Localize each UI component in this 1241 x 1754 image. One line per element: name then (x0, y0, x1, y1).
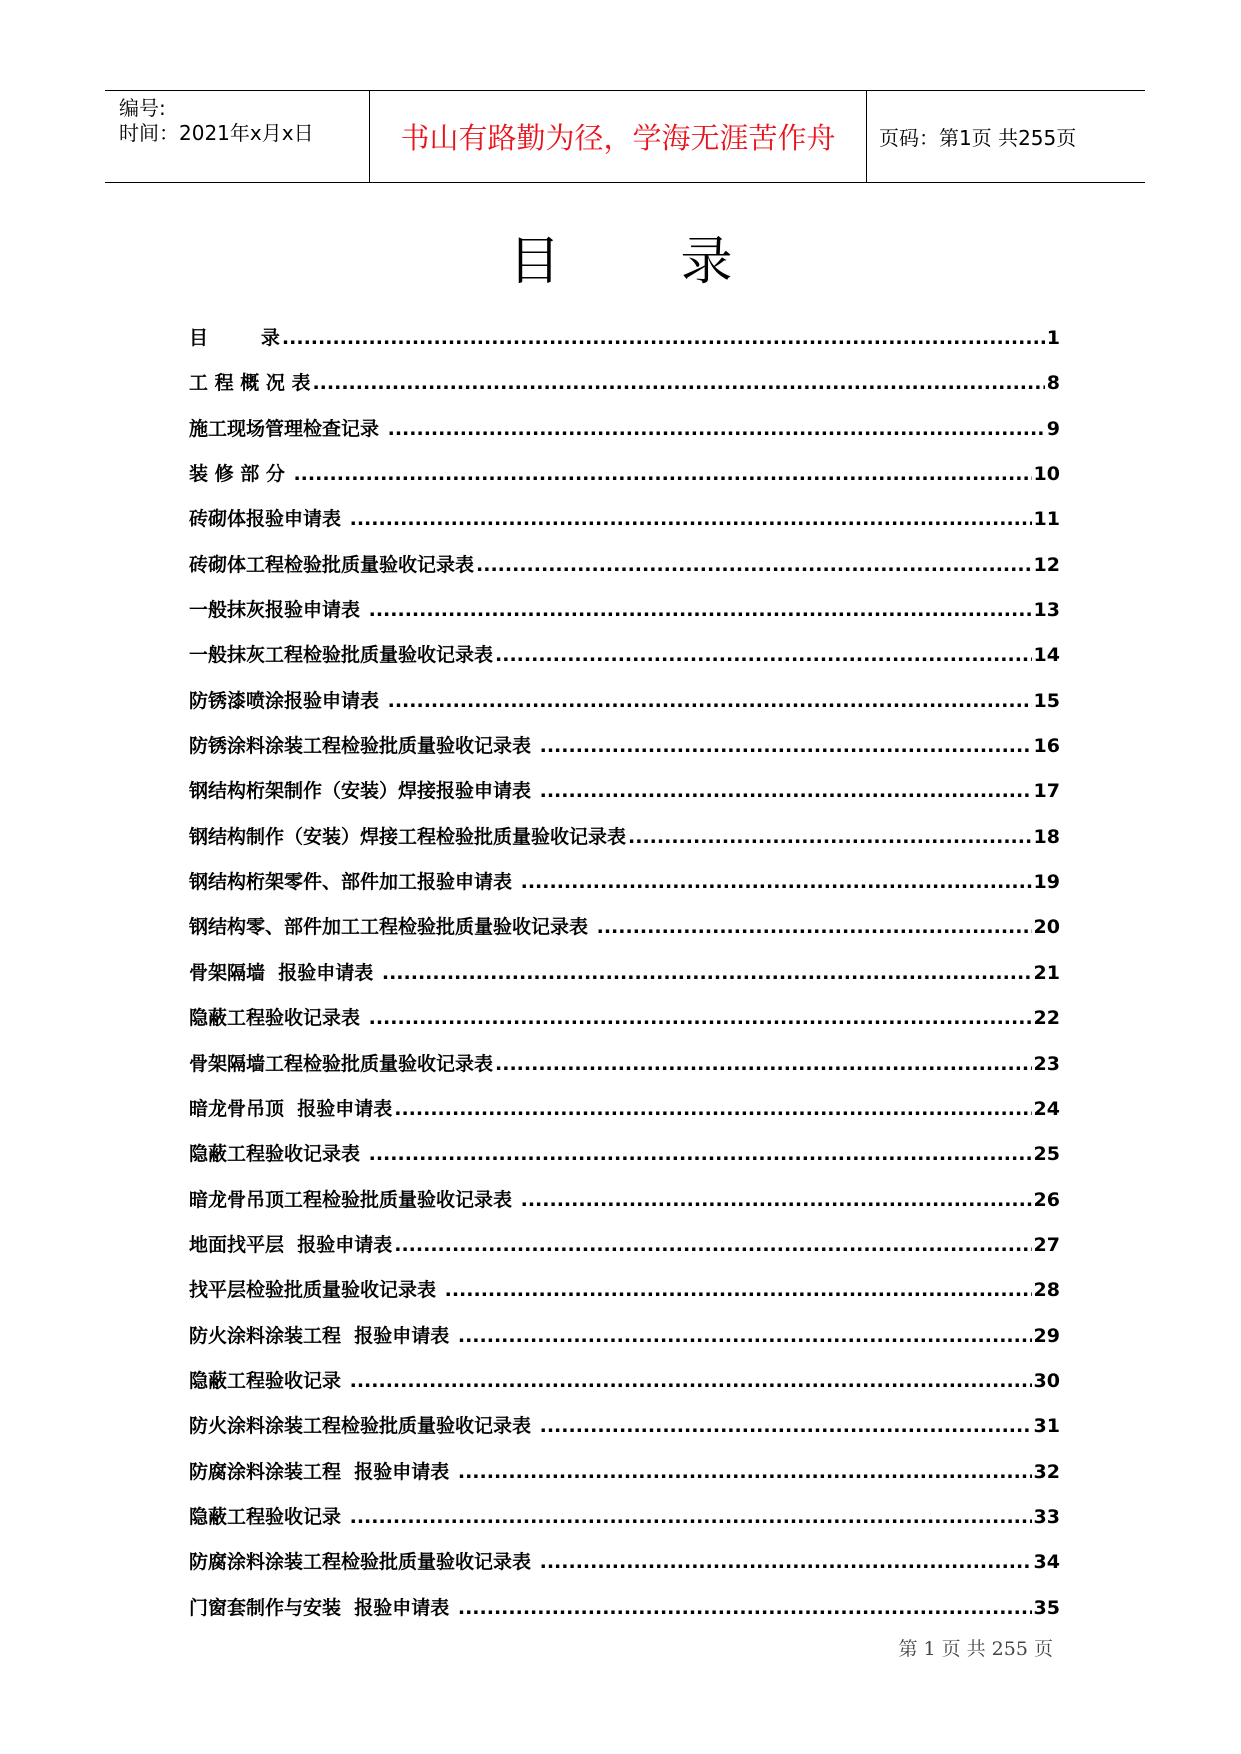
toc-entry-page: 23 (1033, 1052, 1060, 1075)
toc-entry[interactable] (189, 1002, 1060, 1047)
toc-entry[interactable] (189, 1184, 1060, 1229)
toc-entry-title: 防锈涂料涂装工程检验批质量验收记录表 (189, 735, 538, 758)
toc-dot-leader (521, 866, 1032, 898)
toc-entry-title: 暗龙骨吊顶 报验申请表 (189, 1097, 393, 1120)
toc-entry-title: 钢结构制作（安装）焊接工程检验批质量验收记录表 (189, 825, 627, 848)
header-motto-cell (370, 91, 867, 182)
toc-entry-page: 20 (1033, 916, 1060, 939)
toc-entry-page: 10 (1033, 463, 1060, 486)
header-page-info: 页码：第1页 共255页 (879, 126, 1077, 150)
title-char-right: 录 (680, 232, 733, 292)
toc-entry-title: 防火涂料涂装工程检验批质量验收记录表 (189, 1415, 538, 1438)
header-left-cell (105, 91, 370, 182)
toc-entry-page: 32 (1033, 1460, 1060, 1483)
toc-entry-title: 防腐涂料涂装工程 报验申请表 (189, 1460, 456, 1483)
toc-entry[interactable] (189, 1048, 1060, 1093)
toc-dot-leader (597, 911, 1032, 943)
toc-entry-title: 暗龙骨吊顶工程检验批质量验收记录表 (189, 1188, 519, 1211)
toc-entry-page: 22 (1033, 1007, 1060, 1030)
toc-entry-title: 防火涂料涂装工程 报验申请表 (189, 1324, 456, 1347)
toc-entry-page: 8 (1046, 372, 1060, 395)
toc-entry[interactable] (189, 1456, 1060, 1501)
page-footer: 第 1 页 共 255 页 (898, 1638, 1053, 1660)
toc-entry[interactable] (189, 1365, 1060, 1410)
toc-entry-page: 18 (1033, 825, 1060, 848)
toc-dot-leader (540, 1410, 1032, 1442)
toc-entry-title: 地面找平层 报验申请表 (189, 1233, 393, 1256)
toc-dot-leader (350, 1501, 1032, 1533)
toc-dot-leader (495, 639, 1032, 671)
toc-entry-title: 骨架隔墙 报验申请表 (189, 961, 380, 984)
toc-entry[interactable] (189, 1546, 1060, 1591)
toc-entry[interactable] (189, 549, 1060, 594)
motto-text: 书山有路勤为径，学海无涯苦作舟 (400, 121, 836, 155)
toc-entry-page: 1 (1046, 327, 1060, 349)
toc-dot-leader (476, 549, 1032, 581)
toc-entry[interactable] (189, 1274, 1060, 1319)
title-char-left: 目 (508, 232, 561, 292)
toc-dot-leader (458, 1320, 1032, 1352)
toc-entry[interactable] (189, 821, 1060, 866)
toc-entry-title: 目 录 (189, 327, 280, 349)
toc-dot-leader (394, 1093, 1031, 1125)
table-of-contents (189, 322, 1060, 1637)
toc-dot-leader (388, 413, 1045, 445)
toc-entry-page: 27 (1033, 1233, 1060, 1256)
toc-entry[interactable] (189, 775, 1060, 820)
toc-entry[interactable] (189, 367, 1060, 412)
toc-entry[interactable] (189, 1093, 1060, 1138)
toc-entry-title: 钢结构桁架制作（安装）焊接报验申请表 (189, 780, 538, 803)
toc-entry-title: 砖砌体工程检验批质量验收记录表 (189, 553, 475, 576)
toc-entry-page: 30 (1033, 1369, 1060, 1392)
toc-dot-leader (628, 821, 1032, 853)
toc-entry-page: 31 (1033, 1415, 1060, 1438)
toc-entry-title: 装 修 部 分 (189, 463, 292, 486)
toc-dot-leader (382, 957, 1032, 989)
toc-entry[interactable] (189, 458, 1060, 503)
toc-dot-leader (369, 1138, 1032, 1170)
toc-entry-title: 一般抹灰工程检验批质量验收记录表 (189, 644, 494, 667)
toc-entry[interactable] (189, 413, 1060, 458)
toc-dot-leader (293, 458, 1031, 490)
toc-dot-leader (394, 1229, 1031, 1261)
toc-entry-page: 15 (1033, 689, 1060, 712)
toc-entry[interactable] (189, 594, 1060, 639)
toc-entry-page: 34 (1033, 1551, 1060, 1574)
toc-entry-page: 24 (1033, 1097, 1060, 1120)
toc-entry-page: 35 (1033, 1596, 1060, 1619)
toc-entry[interactable] (189, 1229, 1060, 1274)
toc-dot-leader (495, 1048, 1032, 1080)
toc-entry[interactable] (189, 1138, 1060, 1183)
toc-entry-page: 25 (1033, 1143, 1060, 1166)
toc-dot-leader (445, 1274, 1032, 1306)
toc-dot-leader (312, 367, 1044, 399)
toc-dot-leader (350, 503, 1032, 535)
toc-entry[interactable] (189, 1501, 1060, 1546)
toc-dot-leader (388, 685, 1032, 717)
toc-entry-title: 防锈漆喷涂报验申请表 (189, 689, 386, 712)
toc-entry-title: 一般抹灰报验申请表 (189, 599, 367, 622)
toc-entry[interactable] (189, 322, 1060, 367)
toc-dot-leader (521, 1184, 1032, 1216)
toc-entry-title: 隐蔽工程验收记录 (189, 1369, 348, 1392)
toc-entry[interactable] (189, 730, 1060, 775)
toc-entry-page: 33 (1033, 1505, 1060, 1528)
toc-entry-page: 26 (1033, 1188, 1060, 1211)
time-line: 时间：2021年x月x日 (119, 121, 314, 145)
toc-entry-title: 施工现场管理检查记录 (189, 417, 386, 440)
toc-dot-leader (540, 730, 1032, 762)
toc-entry[interactable] (189, 1410, 1060, 1455)
toc-dot-leader (282, 322, 1045, 354)
header-page-cell (867, 91, 1145, 182)
toc-entry-page: 16 (1033, 735, 1060, 758)
toc-entry-page: 21 (1033, 961, 1060, 984)
toc-entry-title: 钢结构零、部件加工工程检验批质量验收记录表 (189, 916, 595, 939)
toc-entry-title: 找平层检验批质量验收记录表 (189, 1279, 443, 1302)
toc-entry-title: 门窗套制作与安装 报验申请表 (189, 1596, 456, 1619)
toc-entry-title: 骨架隔墙工程检验批质量验收记录表 (189, 1052, 494, 1075)
toc-entry[interactable] (189, 866, 1060, 911)
toc-entry[interactable] (189, 1320, 1060, 1365)
toc-dot-leader (540, 775, 1032, 807)
toc-dot-leader (458, 1456, 1032, 1488)
toc-dot-leader (458, 1592, 1032, 1624)
toc-entry[interactable] (189, 911, 1060, 956)
toc-entry[interactable] (189, 639, 1060, 684)
document-title (0, 226, 1241, 298)
toc-entry-title: 隐蔽工程验收记录表 (189, 1143, 367, 1166)
toc-dot-leader (350, 1365, 1032, 1397)
toc-entry-page: 28 (1033, 1279, 1060, 1302)
toc-entry-page: 14 (1033, 644, 1060, 667)
toc-entry-title: 隐蔽工程验收记录 (189, 1505, 348, 1528)
toc-dot-leader (369, 594, 1032, 626)
serial-label: 编号: (119, 96, 166, 120)
toc-entry-title: 钢结构桁架零件、部件加工报验申请表 (189, 871, 519, 894)
toc-dot-leader (369, 1002, 1032, 1034)
toc-entry[interactable] (189, 503, 1060, 548)
toc-entry-page: 17 (1033, 780, 1060, 803)
toc-entry-title: 工 程 概 况 表 (189, 372, 311, 395)
toc-entry-title: 砖砌体报验申请表 (189, 508, 348, 531)
toc-entry[interactable] (189, 685, 1060, 730)
toc-entry-page: 9 (1046, 417, 1060, 440)
toc-entry-page: 12 (1033, 553, 1060, 576)
toc-entry-page: 11 (1033, 508, 1060, 531)
toc-entry-page: 19 (1033, 871, 1060, 894)
toc-entry[interactable] (189, 957, 1060, 1002)
toc-entry-title: 隐蔽工程验收记录表 (189, 1007, 367, 1030)
toc-entry-title: 防腐涂料涂装工程检验批质量验收记录表 (189, 1551, 538, 1574)
toc-entry-page: 29 (1033, 1324, 1060, 1347)
toc-dot-leader (540, 1546, 1032, 1578)
toc-entry-page: 13 (1033, 599, 1060, 622)
page-header (105, 90, 1145, 183)
toc-entry[interactable] (189, 1592, 1060, 1637)
